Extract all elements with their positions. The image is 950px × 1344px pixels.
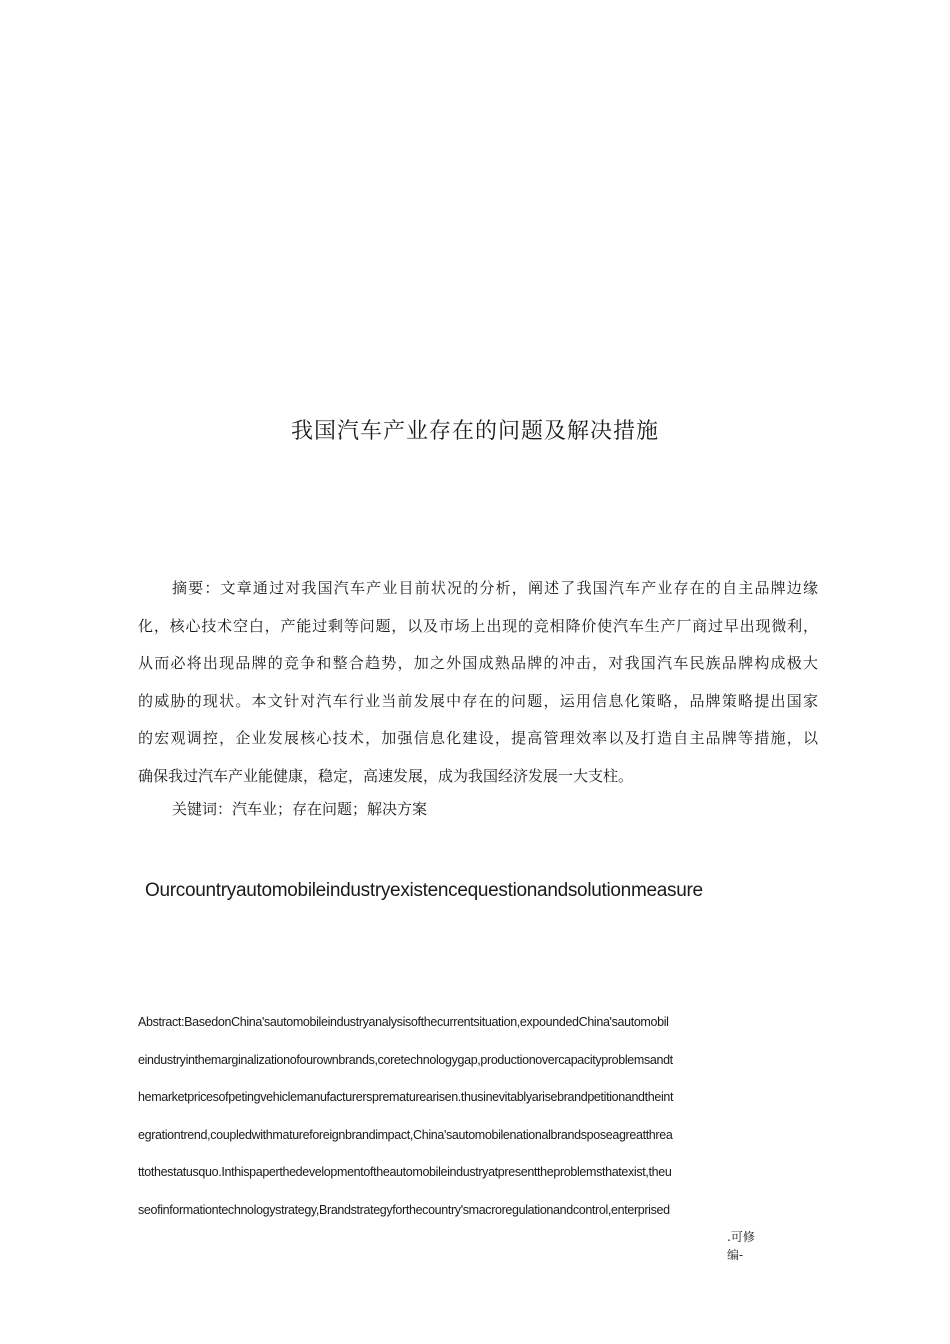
abstract-cn-line: 的宏观调控，企业发展核心技术，加强信息化建设，提高管理效率以及打造自主品牌等措施，以	[138, 729, 818, 747]
footer-line: .可修	[727, 1230, 755, 1244]
abstract-en-line: hemarketpricesofpetingvehiclemanufacturersprematurearisen.thusinevitablyarisebrandpetitionandtheint	[138, 1090, 674, 1104]
footer-line: 编-	[727, 1248, 744, 1262]
abstract-en-line: eindustryinthemarginalizationofourownbrands,coretechnologygap,productionovercapacityproblemsandt	[138, 1052, 673, 1067]
abstract-cn-line: 的威胁的现状。本文针对汽车行业当前发展中存在的问题，运用信息化策略，品牌策略提出国家	[138, 691, 818, 710]
abstract-en-line: egrationtrend,coupledwithmatureforeignbrandimpact,China'sautomobilenationalbrandsposeagreatthrea	[138, 1127, 673, 1142]
abstract-en-line: seofinformationtechnologystrategy,Brandstrategyforthecountry'smacroregulationandcontrol,enterprised	[138, 1202, 670, 1217]
abstract-en-line: Abstract:BasedonChina'sautomobileindustryanalysisofthecurrentsituation,expoundedChina'sautomobil	[138, 1015, 669, 1029]
abstract-cn-line: 化，核心技术空白，产能过剩等问题，以及市场上出现的竞相降价使汽车生产厂商过早出现微利，	[138, 616, 818, 635]
page-footer	[727, 1228, 755, 1264]
abstract-cn-line: 确保我过汽车产业能健康，稳定，高速发展，成为我国经济发展一大支柱。	[138, 766, 634, 785]
document-title: 我国汽车产业存在的问题及解决措施	[290, 419, 659, 444]
abstract-cn-line: 摘要：文章通过对我国汽车产业目前状况的分析，阐述了我国汽车产业存在的自主品牌边缘	[172, 579, 818, 597]
keywords: 关键词：汽车业；存在问题；解决方案	[172, 800, 428, 818]
abstract-en-line: ttothestatusquo.Inthispaperthedevelopmentoftheautomobileindustryatpresenttheproblemsthatexist,theu	[138, 1165, 672, 1179]
abstract-cn-line: 从而必将出现品牌的竞争和整合趋势，加之外国成熟品牌的冲击，对我国汽车民族品牌构成极大	[138, 654, 818, 672]
english-title: Ourcountryautomobileindustryexistencequestionandsolutionmeasure	[145, 880, 703, 901]
chinese-abstract	[138, 570, 818, 795]
english-abstract	[138, 1004, 818, 1229]
